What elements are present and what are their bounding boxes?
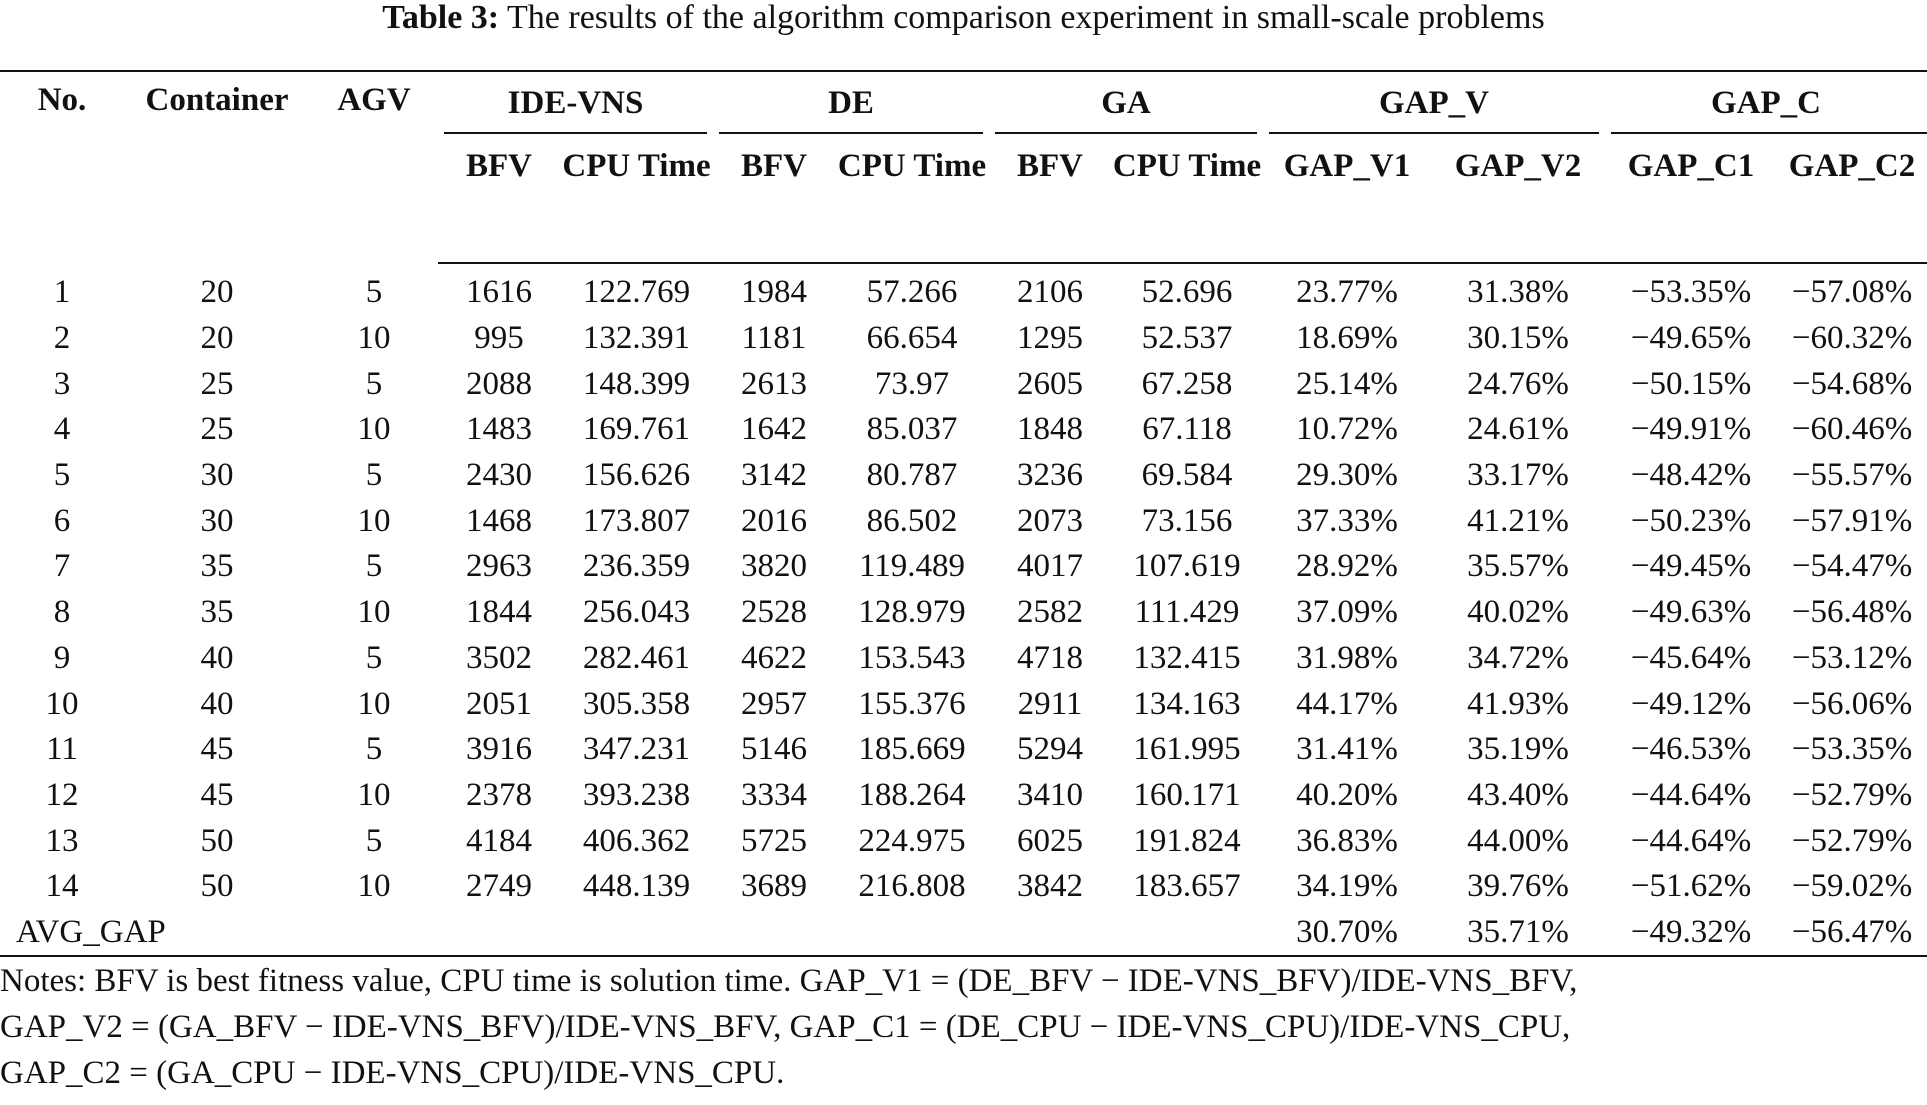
cell-gap-c1: −45.64% [1630,639,1752,676]
cell-gap-c2: −52.79% [1791,822,1913,859]
cell-gap-v2: 33.17% [1467,457,1569,494]
cell-ide-vns-cpu: 256.043 [582,594,691,631]
cell-ide-vns-cpu: 406.362 [582,822,691,859]
cell-gap-v2: 24.61% [1467,411,1569,448]
cell-ga-cpu: 160.171 [1133,776,1241,813]
cell-agv: 10 [357,685,391,722]
cell-agv: 5 [365,822,383,859]
cell-agv: 5 [365,548,383,585]
table-row [0,864,1927,910]
avg-gap-v1: 30.70% [1263,910,1431,957]
cell-agv: 5 [365,731,383,768]
cell-gap-c1: −44.64% [1630,822,1752,859]
table-row [0,590,1927,636]
cell-ide-vns-bfv: 2378 [466,776,532,813]
cell-gap-v1: 31.98% [1296,639,1398,676]
cell-gap-c1: −49.63% [1630,594,1752,631]
header-sub-gap-c2: GAP_C2 [1777,134,1927,263]
header-sub-bfv: BFV [989,134,1111,263]
cell-gap-v1: 23.77% [1296,274,1398,311]
cell-ga-cpu: 67.118 [1142,411,1232,448]
header-sub-cpu-time: CPU Time [560,134,713,263]
cell-ga-bfv: 1295 [1017,320,1084,357]
cell-gap-c1: −49.12% [1630,685,1752,722]
cell-no: 8 [53,594,71,631]
header-row-groups [0,71,1927,134]
cell-ide-vns-cpu: 347.231 [582,731,691,768]
cell-gap-c1: −48.42% [1630,457,1752,494]
cell-agv: 10 [357,776,391,813]
cell-ide-vns-bfv: 3502 [466,639,532,676]
cell-gap-v1: 28.92% [1296,548,1398,585]
cell-ide-vns-bfv: 2430 [466,457,532,494]
cell-no: 14 [45,868,79,905]
header-sub-cpu-time: CPU Time [835,134,989,263]
cell-gap-c2: −57.91% [1791,502,1913,539]
cell-container: 25 [200,365,234,402]
header-sub-bfv: BFV [438,134,560,263]
cell-gap-v1: 18.69% [1296,320,1398,357]
table-notes [0,958,1927,1096]
cell-gap-v2: 34.72% [1467,639,1569,676]
table-body [0,263,1927,956]
cell-agv: 10 [357,594,391,631]
cell-container: 20 [200,320,234,357]
cell-gap-v1: 37.33% [1296,502,1398,539]
cell-de-bfv: 1181 [741,320,807,357]
cell-de-cpu: 128.979 [858,594,966,631]
cell-ide-vns-cpu: 448.139 [582,868,691,905]
notes-line: GAP_C2 = (GA_CPU − IDE-VNS_CPU)/IDE-VNS_CPU. [0,1055,785,1091]
cell-ga-bfv: 4718 [1017,639,1084,676]
cell-ga-cpu: 111.429 [1134,594,1240,631]
cell-de-bfv: 3689 [741,868,808,905]
cell-container: 50 [200,822,234,859]
cell-ga-cpu: 132.415 [1133,639,1241,676]
cell-ide-vns-bfv: 2749 [466,868,532,905]
cell-de-cpu: 153.543 [858,639,966,676]
cell-de-bfv: 2613 [741,365,808,402]
cell-agv: 5 [365,639,383,676]
table-row [0,727,1927,773]
cell-de-bfv: 1984 [741,274,808,311]
header-sub-gap-v2: GAP_V2 [1431,134,1605,263]
cell-gap-c2: −60.46% [1791,411,1913,448]
cell-ga-cpu: 161.995 [1133,731,1241,768]
cell-ide-vns-cpu: 132.391 [582,320,691,357]
cell-de-bfv: 3820 [741,548,808,585]
table-row [0,498,1927,544]
cell-gap-v2: 35.57% [1467,548,1569,585]
cell-gap-c2: −54.68% [1791,365,1913,402]
cell-de-cpu: 155.376 [858,685,966,722]
cell-agv: 10 [357,320,391,357]
cell-agv: 10 [357,502,391,539]
cell-no: 9 [53,639,71,676]
table-row [0,407,1927,453]
cell-agv: 5 [365,457,383,494]
cell-ide-vns-bfv: 2051 [466,685,532,722]
cell-de-bfv: 2016 [741,502,808,539]
cell-de-bfv: 2957 [741,685,808,722]
cell-gap-c2: −56.06% [1791,685,1913,722]
cell-de-cpu: 57.266 [866,274,958,311]
cell-gap-v1: 36.83% [1296,822,1398,859]
cell-ide-vns-bfv: 1844 [466,594,532,631]
cell-no: 5 [53,457,71,494]
table-caption [0,0,1927,36]
cell-de-bfv: 3334 [741,776,808,813]
cell-ide-vns-cpu: 305.358 [582,685,691,722]
cell-gap-v1: 44.17% [1296,685,1398,722]
cell-agv: 5 [365,365,383,402]
cell-no: 4 [53,411,71,448]
cell-ide-vns-cpu: 282.461 [582,639,691,676]
cell-de-cpu: 185.669 [858,731,966,768]
header-agv: AGV [310,71,438,263]
cell-gap-v1: 10.72% [1296,411,1398,448]
cell-gap-v2: 24.76% [1467,365,1569,402]
cell-ga-cpu: 183.657 [1133,868,1241,905]
cell-container: 25 [200,411,234,448]
cell-agv: 10 [357,411,391,448]
cell-gap-v2: 30.15% [1467,320,1569,357]
cell-ga-bfv: 2605 [1017,365,1084,402]
cell-gap-v2: 41.93% [1467,685,1569,722]
cell-container: 50 [200,868,234,905]
header-sub-gap-c1: GAP_C1 [1605,134,1777,263]
cell-ide-vns-cpu: 169.761 [582,411,691,448]
cell-no: 11 [46,731,78,768]
avg-gap-label: AVG_GAP [0,910,438,957]
cell-ga-cpu: 67.258 [1141,365,1233,402]
cell-ga-bfv: 2073 [1017,502,1084,539]
cell-de-cpu: 216.808 [858,868,966,905]
cell-gap-v2: 40.02% [1467,594,1569,631]
cell-gap-c2: −52.79% [1791,776,1913,813]
header-group-ide-vns: IDE-VNS [438,71,713,134]
header-sub-cpu-time: CPU Time [1111,134,1263,263]
cell-gap-v1: 40.20% [1296,776,1398,813]
cell-ga-bfv: 3410 [1017,776,1084,813]
cell-ide-vns-cpu: 148.399 [582,365,691,402]
avg-gap-row [0,910,1927,957]
cell-gap-v1: 31.41% [1296,731,1398,768]
cell-ga-bfv: 6025 [1017,822,1084,859]
cell-ide-vns-bfv: 3916 [466,731,532,768]
cell-container: 35 [200,594,234,631]
cell-gap-c2: −55.57% [1791,457,1913,494]
cell-ga-cpu: 107.619 [1133,548,1241,585]
cell-gap-v2: 41.21% [1467,502,1569,539]
cell-de-cpu: 188.264 [858,776,966,813]
cell-de-bfv: 5146 [741,731,808,768]
cell-ga-cpu: 191.824 [1133,822,1241,859]
cell-gap-v2: 39.76% [1467,868,1569,905]
cell-de-bfv: 1642 [741,411,808,448]
avg-gap-c2: −56.47% [1777,910,1927,957]
cell-ga-bfv: 5294 [1017,731,1084,768]
cell-gap-c2: −54.47% [1791,548,1913,585]
cell-no: 10 [45,685,79,722]
cell-gap-c1: −49.65% [1630,320,1752,357]
cell-gap-c2: −59.02% [1791,868,1913,905]
cell-ide-vns-bfv: 995 [474,320,524,357]
header-no: No. [0,71,124,263]
table-row [0,544,1927,590]
cell-container: 30 [200,502,234,539]
table-row [0,453,1927,499]
cell-ga-bfv: 3842 [1017,868,1084,905]
cell-de-bfv: 3142 [741,457,808,494]
cell-gap-c1: −49.45% [1630,548,1752,585]
header-group-ga: GA [989,71,1263,134]
notes-line: GAP_V2 = (GA_BFV − IDE-VNS_BFV)/IDE-VNS_BFV, GAP_C1 = (DE_CPU − IDE-VNS_CPU)/IDE-VNS_CPU, [0,1009,1571,1045]
cell-ga-bfv: 3236 [1017,457,1084,494]
table-row [0,361,1927,407]
cell-gap-c1: −53.35% [1630,274,1752,311]
cell-ga-bfv: 2911 [1017,685,1083,722]
cell-de-bfv: 5725 [741,822,808,859]
cell-ide-vns-cpu: 122.769 [582,274,691,311]
cell-gap-v2: 31.38% [1467,274,1569,311]
cell-ga-cpu: 134.163 [1133,685,1241,722]
cell-ga-cpu: 73.156 [1141,502,1233,539]
cell-de-cpu: 73.97 [874,365,950,402]
cell-gap-v2: 43.40% [1467,776,1569,813]
avg-gap-c1: −49.32% [1605,910,1777,957]
cell-agv: 10 [357,868,391,905]
table-row [0,316,1927,362]
cell-de-cpu: 80.787 [866,457,958,494]
cell-gap-c1: −44.64% [1630,776,1752,813]
cell-no: 6 [53,502,71,539]
cell-ide-vns-bfv: 1468 [466,502,532,539]
cell-gap-c2: −60.32% [1791,320,1913,357]
header-container: Container [124,71,310,263]
caption-text: The results of the algorithm comparison experiment in small-scale problems [507,0,1545,36]
cell-no: 12 [45,776,79,813]
cell-gap-c2: −57.08% [1791,274,1913,311]
results-table [0,70,1927,957]
header-group-gap-c: GAP_C [1605,71,1927,134]
header-group-gap-v: GAP_V [1263,71,1605,134]
cell-gap-c1: −50.15% [1630,365,1752,402]
cell-de-cpu: 119.489 [859,548,966,585]
cell-agv: 5 [365,273,383,310]
cell-container: 35 [200,548,234,585]
cell-gap-c2: −56.48% [1791,594,1913,631]
cell-no: 13 [45,822,79,859]
cell-ide-vns-cpu: 156.626 [582,457,691,494]
cell-ga-cpu: 52.537 [1141,320,1233,357]
caption-label: Table 3: [382,0,500,36]
avg-gap-empty [438,910,1263,957]
table-row [0,818,1927,864]
notes-line: Notes: BFV is best fitness value, CPU time is solution time. GAP_V1 = (DE_BFV − IDE-VNS_BFV)/IDE-VNS_BFV, [0,963,1578,999]
cell-ide-vns-bfv: 4184 [466,822,532,859]
cell-gap-c1: −50.23% [1630,502,1752,539]
cell-ga-cpu: 52.696 [1141,274,1233,311]
cell-ide-vns-bfv: 2963 [466,548,532,585]
cell-container: 30 [200,457,234,494]
cell-gap-v1: 37.09% [1296,594,1398,631]
cell-de-cpu: 86.502 [866,502,958,539]
cell-ide-vns-cpu: 236.359 [582,548,691,585]
cell-no: 3 [53,365,71,402]
cell-ide-vns-cpu: 393.238 [582,776,691,813]
cell-ga-bfv: 2106 [1017,274,1084,311]
cell-no: 1 [53,273,71,310]
cell-de-bfv: 2528 [741,594,808,631]
cell-gap-v2: 35.19% [1467,731,1569,768]
cell-gap-c1: −49.91% [1630,411,1752,448]
cell-de-cpu: 66.654 [866,320,958,357]
header-group-de: DE [713,71,989,134]
cell-ide-vns-bfv: 1616 [466,274,532,311]
cell-ga-cpu: 69.584 [1141,457,1233,494]
cell-ide-vns-cpu: 173.807 [582,502,691,539]
cell-ide-vns-bfv: 2088 [466,365,532,402]
cell-container: 40 [200,639,234,676]
cell-gap-v2: 44.00% [1467,822,1569,859]
cell-de-cpu: 224.975 [858,822,966,859]
cell-no: 7 [53,548,71,585]
cell-gap-v1: 29.30% [1296,457,1398,494]
cell-gap-v1: 34.19% [1296,868,1398,905]
cell-ga-bfv: 1848 [1017,411,1084,448]
cell-ga-bfv: 2582 [1017,594,1084,631]
cell-de-cpu: 85.037 [866,411,958,448]
cell-gap-c2: −53.12% [1791,639,1913,676]
cell-no: 2 [53,320,71,357]
cell-container: 40 [200,685,234,722]
cell-ide-vns-bfv: 1483 [466,411,532,448]
table-row [0,636,1927,682]
table-row [0,681,1927,727]
header-sub-bfv: BFV [713,134,835,263]
header-sub-gap-v1: GAP_V1 [1263,134,1431,263]
cell-ga-bfv: 4017 [1017,548,1084,585]
avg-gap-v2: 35.71% [1431,910,1605,957]
cell-container: 45 [200,731,234,768]
cell-container: 45 [200,776,234,813]
cell-gap-c2: −53.35% [1791,731,1913,768]
cell-gap-c1: −51.62% [1630,868,1752,905]
cell-gap-v1: 25.14% [1296,365,1398,402]
cell-gap-c1: −46.53% [1630,731,1752,768]
cell-de-bfv: 4622 [741,639,808,676]
table-row [0,773,1927,819]
cell-container: 20 [200,273,234,310]
table-row [0,263,1927,316]
